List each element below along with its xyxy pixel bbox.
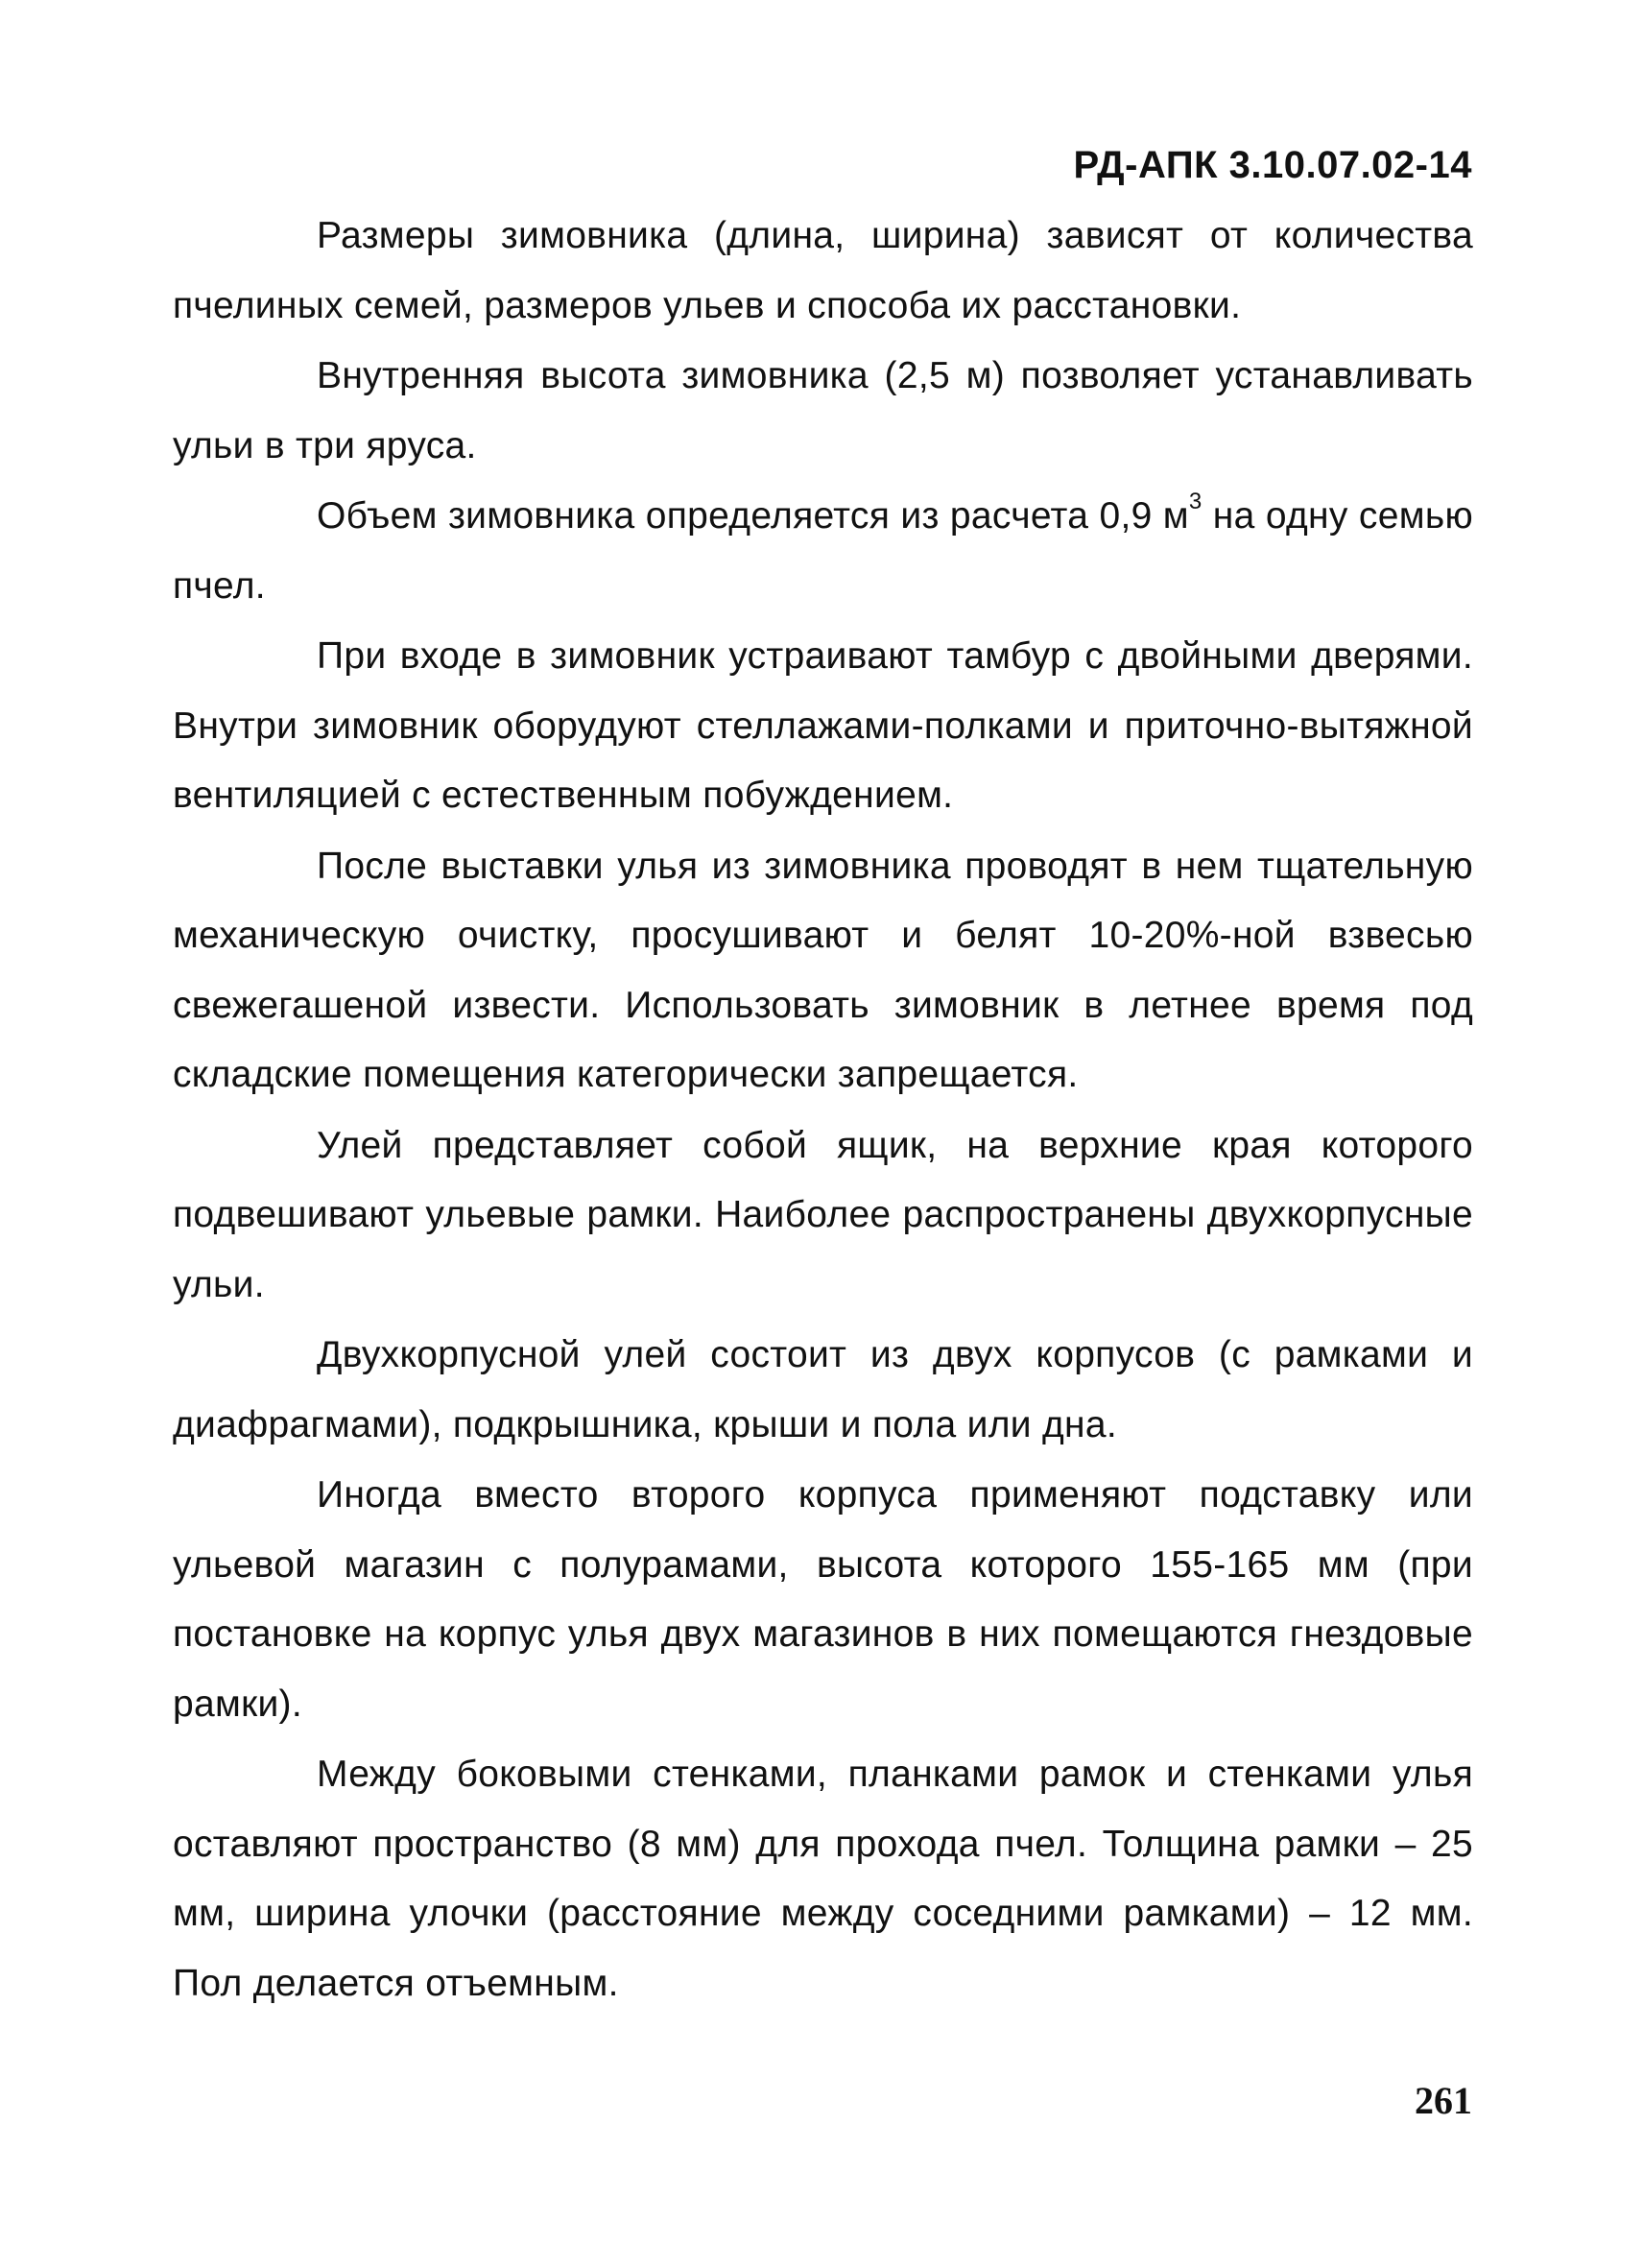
paragraph-hive-winter-size: Размеры зимовника (длина, ширина) зависят от количества пчелиных семей, размеров ульев и способа их расстановки. xyxy=(173,215,1473,326)
volume-text-after: на одну семью пчел. xyxy=(173,495,1473,607)
cubic-superscript: 3 xyxy=(1188,489,1202,514)
body-text xyxy=(173,202,1473,2019)
paragraph-two-body-hive: Двухкорпусной улей состоит из двух корпусов (с рамками и диафрагмами), подкрышника, крыши и пола или дна. xyxy=(173,1334,1473,1445)
paragraph-store-box: Иногда вместо второго корпуса применяют подставку или ульевой магазин с полурамами, высота которого 155-165 мм (при постановке на корпус улья двух магазинов в них помещаются гнездовые рамки). xyxy=(173,1474,1473,1725)
page-number: 261 xyxy=(1415,2079,1472,2122)
paragraph-hive-description: Улей представляет собой ящик, на верхние края которого подвешивают ульевые рамки. Наиболее распространены двухкорпусные ульи. xyxy=(173,1124,1473,1305)
paragraph-volume xyxy=(173,482,1473,621)
paragraph-entrance: При входе в зимовник устраивают тамбур с двойными дверями. Внутри зимовник оборудуют стеллажами-полками и приточно-вытяжной вентиляцией с естественным побуждением. xyxy=(173,635,1473,816)
paragraph-inner-height: Внутренняя высота зимовника (2,5 м) позволяет устанавливать ульи в три яруса. xyxy=(173,355,1473,466)
volume-text-before: Объем зимовника определяется из расчета 0,9 м xyxy=(317,495,1189,537)
document-code-header: РД-АПК 3.10.07.02-14 xyxy=(1073,144,1472,186)
paragraph-bee-space: Между боковыми стенками, планками рамок и стенками улья оставляют пространство (8 мм) для прохода пчел. Толщина рамки – 25 мм, ширина улочки (расстояние между соседними рамками) – 12 мм. Пол делается отъемным. xyxy=(173,1754,1473,2004)
paragraph-cleaning: После выставки улья из зимовника проводят в нем тщательную механическую очистку, просушивают и белят 10-20%-ной взвесью свежегашеной извести. Использовать зимовник в летнее время под складские помещения категорически запрещается. xyxy=(173,845,1473,1095)
